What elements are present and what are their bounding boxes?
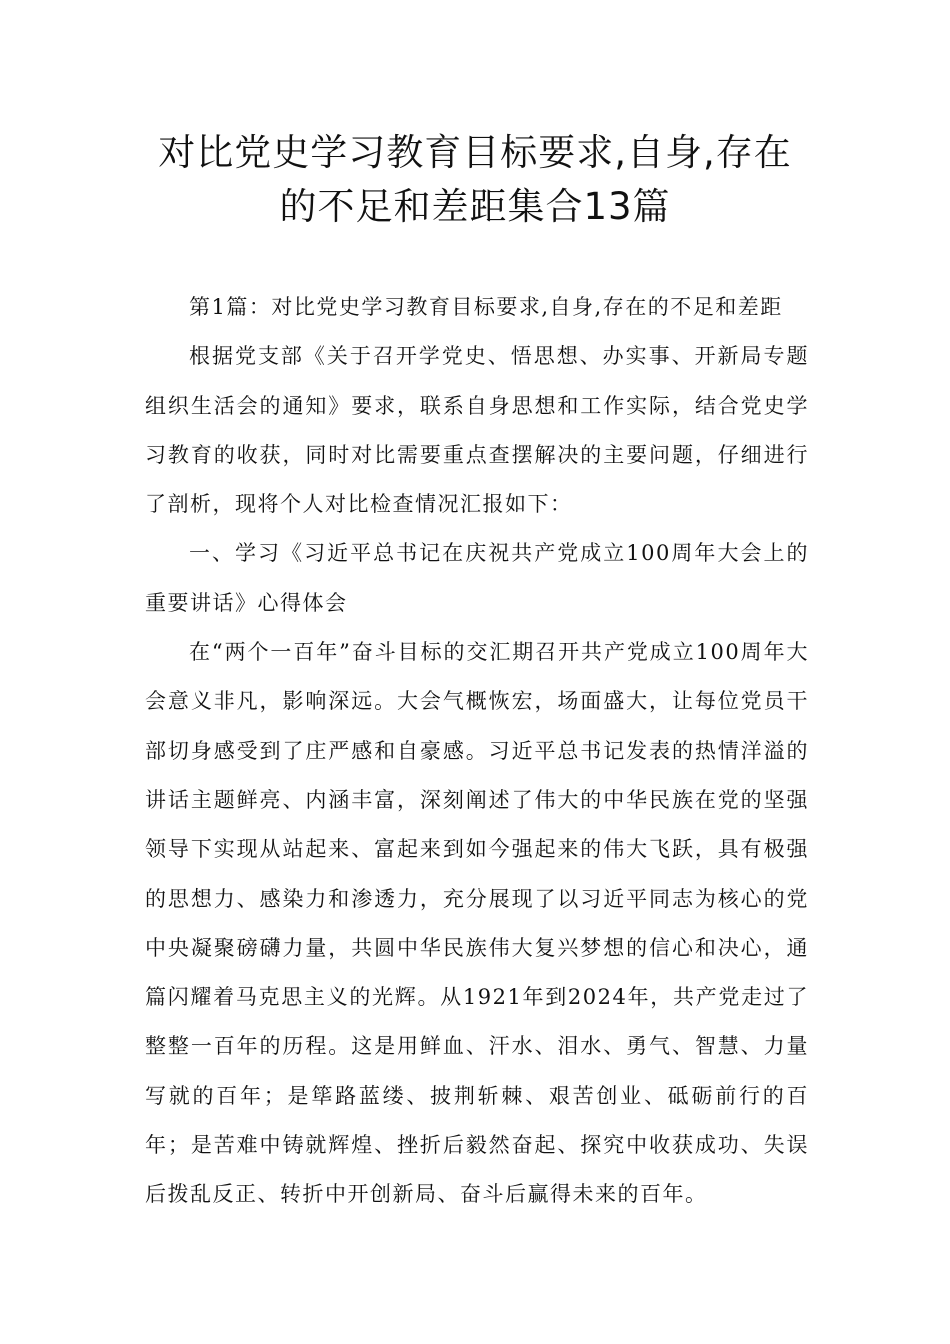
document-body xyxy=(145,283,809,1220)
section-heading: 一、学习《习近平总书记在庆祝共产党成立100周年大会上的重要讲话》心得体会 xyxy=(145,541,809,615)
chapter-heading: 第1篇：对比党史学习教育目标要求,自身,存在的不足和差距 xyxy=(189,295,783,319)
intro-paragraph: 根据党支部《关于召开学党史、悟思想、办实事、开新局专题组织生活会的通知》要求，联系自身思想和工作实际，结合党史学习教育的收获，同时对比需要重点查摆解决的主要问题，仔细进行了剖析，现将个人对比检查情况汇报如下： xyxy=(145,344,809,517)
title-line-2: 的不足和差距集合13篇 xyxy=(279,185,671,228)
body-paragraph: 在“两个一百年”奋斗目标的交汇期召开共产党成立100周年大会意义非凡，影响深远。大会气概恢宏，场面盛大，让每位党员干部切身感受到了庄严感和自豪感。习近平总书记发表的热情洋溢的讲话主题鲜亮、内涵丰富，深刻阐述了伟大的中华民族在党的坚强领导下实现从站起来、富起来到如今强起来的伟大飞跃，具有极强的思想力、感染力和渗透力，充分展现了以习近平同志为核心的党中央凝聚磅礴力量，共圆中华民族伟大复兴梦想的信心和决心，通篇闪耀着马克思主义的光辉。从1921年到2024年，共产党走过了整整一百年的历程。这是用鲜血、汗水、泪水、勇气、智慧、力量写就的百年；是筚路蓝缕、披荆斩棘、艰苦创业、砥砺前行的百年；是苦难中铸就辉煌、挫折后毅然奋起、探究中收获成功、失误后拨乱反正、转折中开创新局、奋斗后赢得未来的百年。 xyxy=(145,640,809,1207)
title-line-1: 对比党史学习教育目标要求,自身,存在 xyxy=(158,131,792,174)
document-title xyxy=(100,126,850,234)
